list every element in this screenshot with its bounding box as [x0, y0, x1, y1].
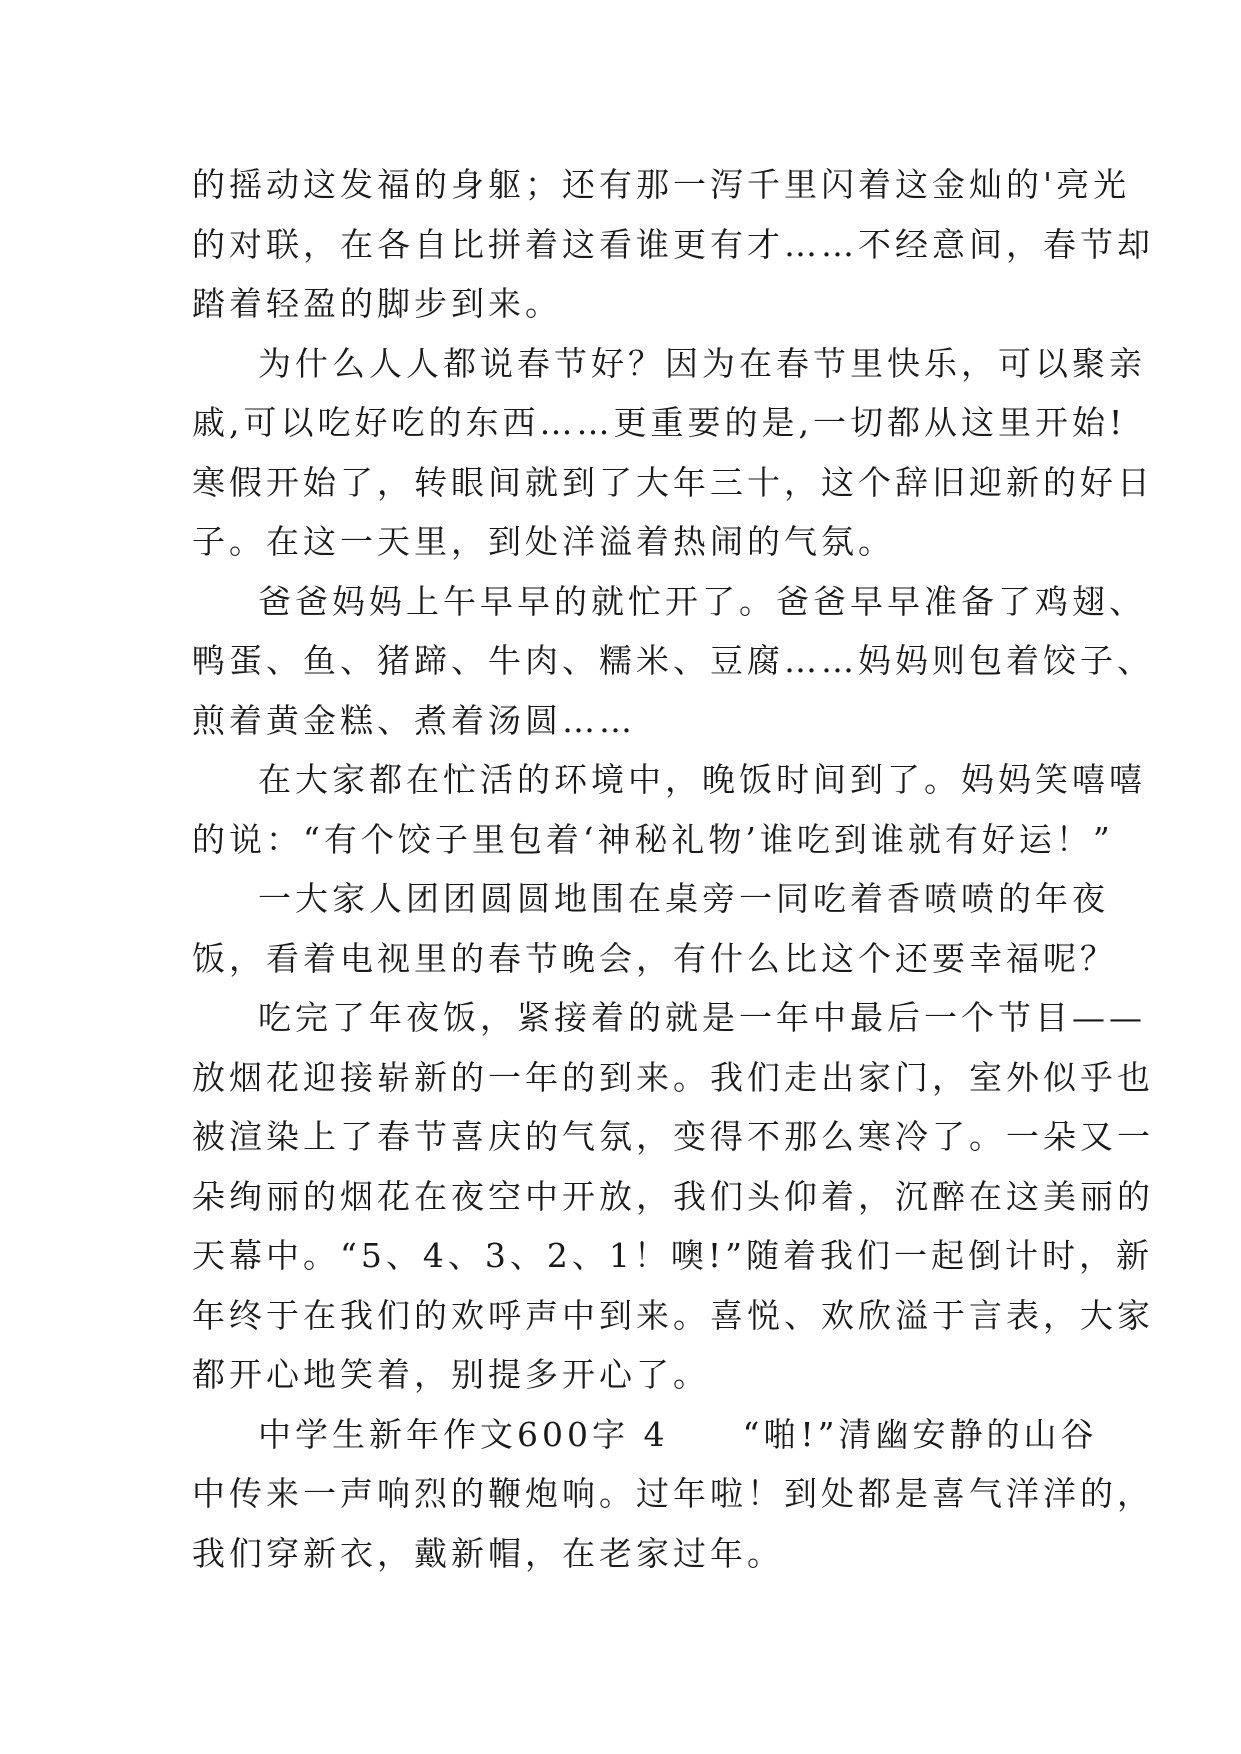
text-line: 鸭蛋、鱼、猪蹄、牛肉、糯米、豆腐……妈妈则包着饺子、	[192, 641, 1154, 680]
paragraph-start-line: 爸爸妈妈上午早早的就忙开了。爸爸早早准备了鸡翅、	[258, 582, 1146, 621]
text-line: 我们穿新衣，戴新帽，在老家过年。	[192, 1534, 784, 1573]
text-line: 的说：“有个饺子里包着‘神秘礼物’谁吃到谁就有好运！”	[192, 820, 1114, 859]
text-line: 饭，看着电视里的春节晚会，有什么比这个还要幸福呢？	[192, 939, 1117, 978]
text-line: 戚,可以吃好吃的东西……更重要的是,一切都从这里开始!	[192, 403, 1127, 442]
section-heading-line: 中学生新年作文600字 4 “啪!”清幽安静的山谷	[258, 1415, 1098, 1454]
text-line: 寒假开始了，转眼间就到了大年三十，这个辞旧迎新的好日	[192, 463, 1154, 502]
text-line: 子。在这一天里，到处洋溢着热闹的气氛。	[192, 522, 895, 561]
text-line: 朵绚丽的烟花在夜空中开放，我们头仰着，沉醉在这美丽的	[192, 1177, 1154, 1216]
text-line: 的摇动这发福的身躯；还有那一泻千里闪着这金灿的'亮光	[192, 165, 1131, 204]
text-line: 都开心地笑着，别提多开心了。	[192, 1355, 710, 1394]
text-line: 踏着轻盈的脚步到来。	[192, 284, 562, 323]
text-line: 放烟花迎接崭新的一年的到来。我们走出家门，室外似乎也	[192, 1058, 1154, 1097]
text-line: 被渲染上了春节喜庆的气氛，变得不那么寒冷了。一朵又一	[192, 1117, 1154, 1156]
text-line: 年终于在我们的欢呼声中到来。喜悦、欢欣溢于言表，大家	[192, 1296, 1154, 1335]
text-line: 的对联，在各自比拼着这看谁更有才……不经意间，春节却	[192, 225, 1154, 264]
text-line: 中传来一声响烈的鞭炮响。过年啦！到处都是喜气洋洋的，	[192, 1474, 1154, 1513]
paragraph-start-line: 为什么人人都说春节好？因为在春节里快乐，可以聚亲	[258, 344, 1146, 383]
text-line: 煎着黄金糕、煮着汤圆……	[192, 701, 636, 740]
paragraph-start-line: 吃完了年夜饭，紧接着的就是一年中最后一个节目——	[258, 998, 1146, 1037]
paragraph-start-line: 一大家人团团圆圆地围在桌旁一同吃着香喷喷的年夜	[258, 879, 1109, 918]
paragraph-start-line: 在大家都在忙活的环境中，晚饭时间到了。妈妈笑嘻嘻	[258, 760, 1146, 799]
text-line: 天幕中。“5、4、3、2、1！噢!”随着我们一起倒计时，新	[192, 1236, 1153, 1275]
